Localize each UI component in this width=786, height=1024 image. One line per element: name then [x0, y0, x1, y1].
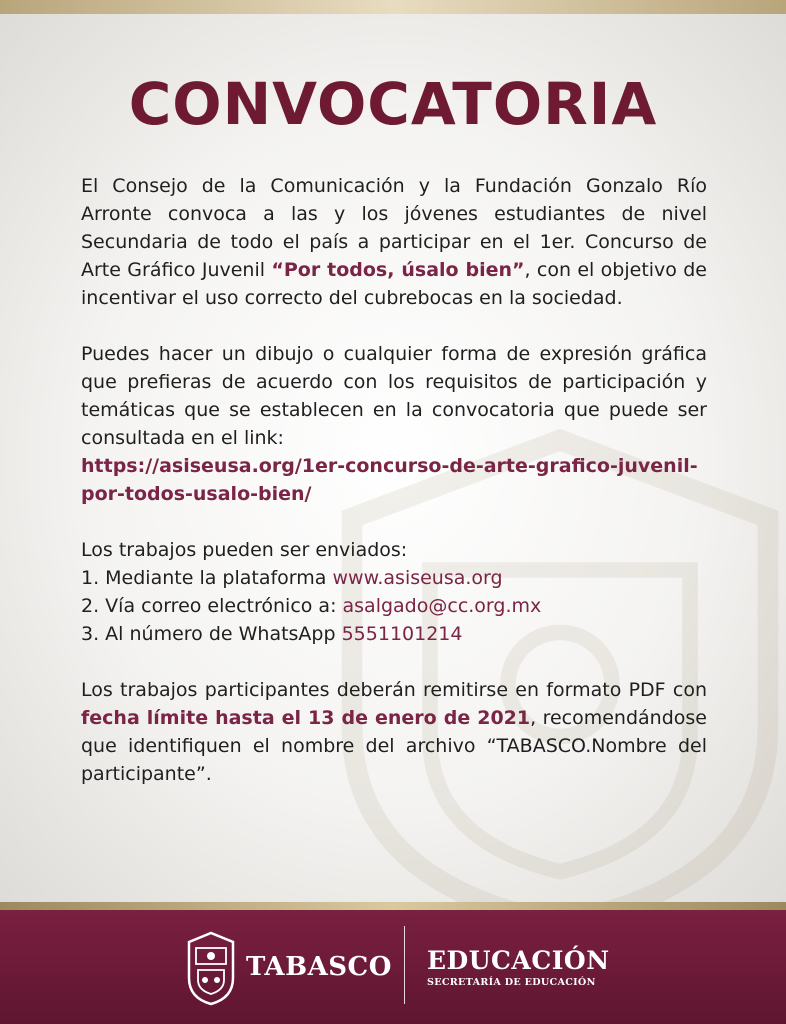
item-label: 3. Al número de WhatsApp [81, 623, 342, 645]
top-gold-bar [0, 0, 786, 14]
email-link[interactable]: asalgado@cc.org.mx [342, 595, 542, 617]
body-text [81, 172, 707, 788]
secretaria-text: SECRETARÍA DE EDUCACIÓN [427, 977, 596, 988]
educacion-logo-text: EDUCACIÓN [427, 946, 610, 975]
deadline-text: Los trabajos participantes deberán remitirse en formato PDF con [81, 679, 707, 701]
instructions-text: Puedes hacer un dibujo o cualquier forma de expresión gráfica que prefieras de acuerdo con los requisitos de participación y temáticas que se establecen en la convocatoria que puede ser consultada en el link: [81, 343, 707, 449]
submission-list [81, 536, 707, 648]
item-label: 2. Vía correo electrónico a: [81, 595, 343, 617]
list-item [81, 564, 707, 592]
list-item [81, 592, 707, 620]
flyer-body [0, 14, 786, 902]
platform-link[interactable]: www.asiseusa.org [332, 567, 503, 589]
intro-text-end: , con el objetivo de incentivar el uso correcto del cubrebocas en la sociedad. [81, 259, 708, 309]
submission-heading: Los trabajos pueden ser enviados: [81, 539, 408, 561]
footer-divider [404, 926, 405, 1004]
paragraph-deadline [81, 676, 707, 788]
tabasco-logo-text: TABASCO [246, 952, 392, 982]
footer-gold-bar [0, 902, 786, 910]
deadline-text-end: , recomendándose que identifiquen el nombre del archivo “TABASCO.Nombre del participante”. [81, 707, 707, 785]
page-title: CONVOCATORIA [128, 70, 658, 138]
footer [0, 910, 786, 1024]
paragraph-intro [81, 172, 707, 312]
intro-text: El Consejo de la Comunicación y la Fundación Gonzalo Río Arronte convoca a las y los jóvenes estudiantes de nivel Secundaria de todo el país a participar en el 1er. Concurso de Arte Gráfico Juvenil [81, 175, 707, 281]
deadline-date: fecha límite hasta el 13 de enero de 2021 [81, 707, 531, 729]
whatsapp-number[interactable]: 5551101214 [341, 623, 463, 645]
paragraph-instructions [81, 340, 707, 508]
convocatoria-link[interactable]: https://asiseusa.org/1er-concurso-de-arte-grafico-juvenil-por-todos-usalo-bien/ [81, 455, 698, 505]
list-item [81, 620, 707, 648]
tabasco-crest-icon [185, 930, 237, 1006]
contest-name: “Por todos, úsalo bien” [271, 259, 525, 281]
item-label: 1. Mediante la plataforma [81, 567, 333, 589]
